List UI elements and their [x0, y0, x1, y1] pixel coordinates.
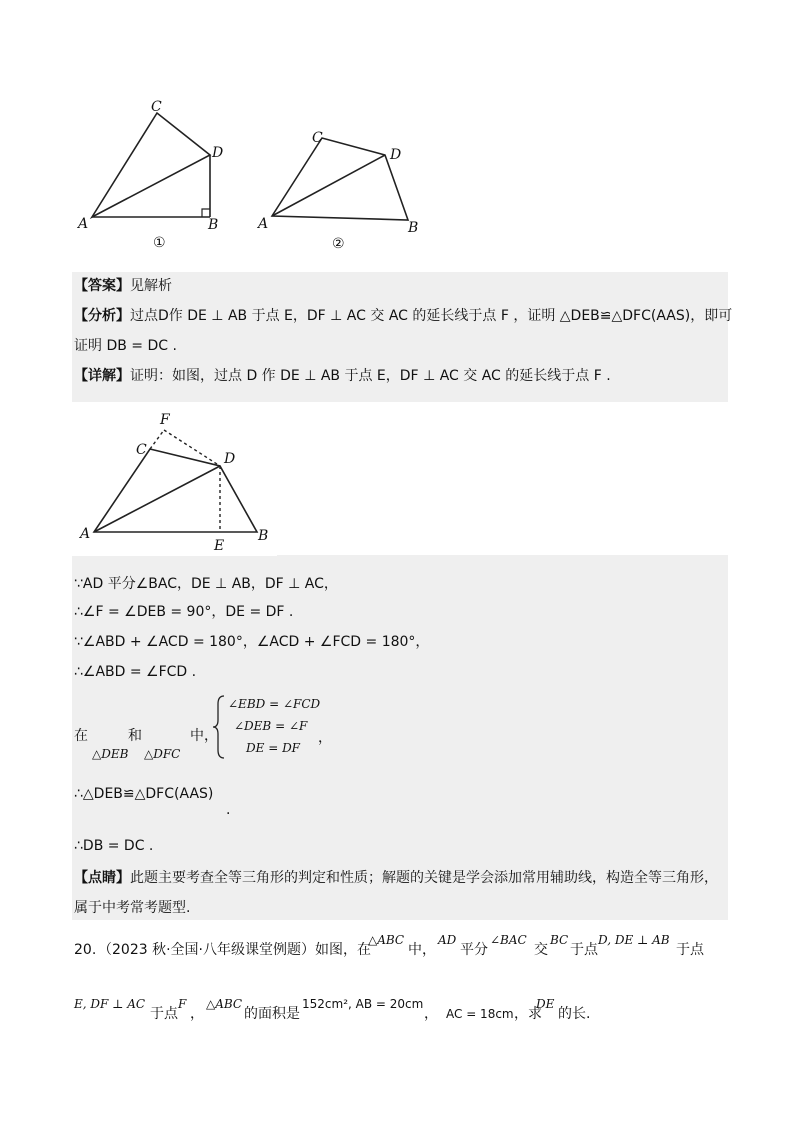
- figure-1: [70, 95, 240, 260]
- detail-tag: 【详解】: [74, 368, 130, 384]
- fig1-caption: ①: [153, 235, 166, 251]
- fig3-label-e: E: [214, 538, 225, 554]
- question-edf: E, DF ⊥ AC: [74, 997, 146, 1011]
- system-brace: [212, 694, 226, 760]
- fig3-label-f: F: [160, 412, 170, 428]
- question-de-2: DE: [536, 997, 555, 1011]
- question-qiu: ，求: [514, 1006, 542, 1022]
- proof-line-5: ∴△DEB≌△DFC(AAS): [74, 786, 214, 802]
- question-bc: BC: [550, 933, 569, 947]
- question-end: 的长.: [558, 1006, 591, 1022]
- fig2-label-c: C: [312, 130, 323, 146]
- proof-line-4: ∴∠ABD = ∠FCD .: [74, 664, 197, 680]
- fig1-label-b: B: [208, 217, 219, 233]
- system-end: ，: [318, 730, 332, 746]
- fig3-label-a: A: [80, 526, 91, 542]
- fig3-label-b: B: [258, 528, 269, 544]
- proof-line-1: ∵AD 平分∠BAC，DE ⊥ AB，DF ⊥ AC，: [74, 576, 338, 592]
- proof-and-word: 和: [128, 728, 142, 744]
- fig3-label-c: C: [136, 442, 147, 458]
- question-yudian-2: 于点: [676, 942, 704, 958]
- question-comma-1: ，: [190, 1006, 204, 1022]
- question-pingfen: 平分: [460, 942, 488, 958]
- fig1-label-a: A: [78, 216, 89, 232]
- question-zhong: 中，: [408, 942, 436, 958]
- analysis-line-2: [74, 336, 177, 356]
- detail-line: [74, 366, 611, 386]
- fig1-label-d: D: [212, 145, 224, 161]
- question-number: 20.: [74, 942, 97, 958]
- question-jiao: 交: [534, 942, 548, 958]
- figure-2: [250, 120, 430, 255]
- question-de: D, DE ⊥ AB: [598, 933, 670, 947]
- proof-mid-word: 中，: [190, 728, 218, 744]
- question-bac: ∠BAC: [490, 933, 527, 947]
- proof-line-6: ∴DB = DC .: [74, 838, 154, 854]
- question-yudian-1: 于点: [570, 942, 598, 958]
- analysis-text-2: 证明 DB = DC .: [74, 338, 177, 354]
- answer-tag: 【答案】: [74, 278, 130, 294]
- fig1-label-c: C: [151, 99, 162, 115]
- analysis-line-1: [74, 306, 732, 326]
- question-source: （2023 秋·全国·八年级课堂例题）如图，在: [98, 942, 371, 958]
- proof-tri-2: △DFC: [144, 747, 181, 761]
- proof-tri-1: △DEB: [92, 747, 129, 761]
- question-ac: AC = 18cm: [446, 1007, 514, 1021]
- question-comma-2: ，: [424, 1006, 438, 1022]
- comment-line-2: 属于中考常考题型.: [74, 900, 191, 916]
- analysis-text-1: 过点D作 DE ⊥ AB 于点 E，DF ⊥ AC 交 AC 的延长线于点 F ，证明 △DEB≌△DFC(AAS)，即可: [130, 308, 733, 324]
- comment-tag: 【点睛】: [74, 870, 130, 886]
- question-area-word: 的面积是: [244, 1006, 300, 1022]
- comment-line-1: [74, 868, 718, 888]
- question-ad: AD: [438, 933, 457, 947]
- question-yudian-3: 于点: [150, 1006, 178, 1022]
- answer-line: [74, 276, 172, 296]
- figure-3: [72, 404, 277, 556]
- system-eq-3: DE = DF: [246, 741, 301, 755]
- fig2-label-b: B: [408, 220, 419, 236]
- analysis-tag: 【分析】: [74, 308, 130, 324]
- system-eq-1: ∠EBD = ∠FCD: [228, 697, 321, 711]
- fig2-label-d: D: [390, 147, 402, 163]
- proof-line-2: ∴∠F = ∠DEB = 90°，DE = DF .: [74, 604, 294, 620]
- fig3-label-d: D: [224, 451, 236, 467]
- system-eq-2: ∠DEB = ∠F: [234, 719, 308, 733]
- question-area: 152cm², AB = 20cm: [302, 997, 424, 1011]
- proof-line-5-end: .: [226, 802, 231, 818]
- fig2-caption: ②: [332, 236, 345, 252]
- question-f: F: [178, 997, 187, 1011]
- comment-text-1: 此题主要考查全等三角形的判定和性质；解题的关键是学会添加常用辅助线，构造全等三角形，: [130, 870, 718, 886]
- answer-text: 见解析: [130, 278, 172, 294]
- detail-text: 证明：如图，过点 D 作 DE ⊥ AB 于点 E，DF ⊥ AC 交 AC 的延长线于点 F .: [130, 368, 611, 384]
- fig2-label-a: A: [258, 216, 269, 232]
- question-abc-2: △ABC: [206, 997, 243, 1011]
- proof-in-word: 在: [74, 728, 88, 744]
- question-abc: △ABC: [368, 933, 405, 947]
- proof-line-3: ∵∠ABD + ∠ACD = 180°，∠ACD + ∠FCD = 180°，: [74, 634, 430, 650]
